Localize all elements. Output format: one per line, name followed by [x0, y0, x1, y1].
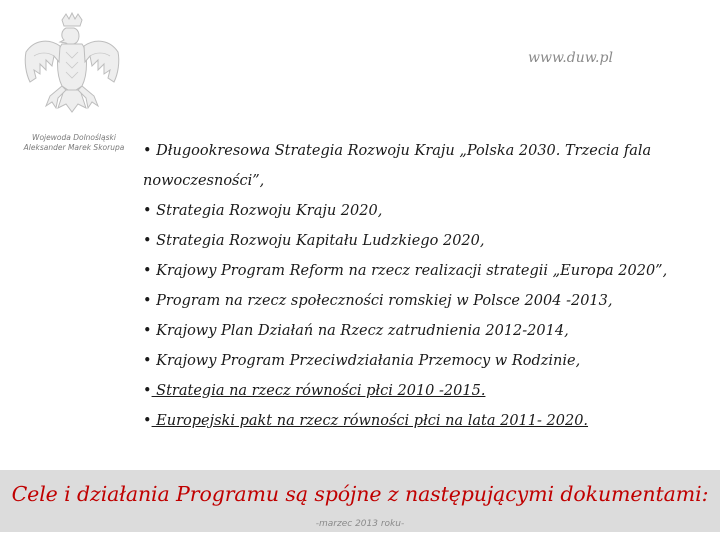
- bullet-marker: •: [143, 413, 152, 429]
- footer-date: -marzec 2013 roku-: [315, 519, 405, 529]
- white-eagle-emblem-icon: [22, 12, 122, 130]
- list-item: • Strategia Rozwoju Kraju 2020,: [143, 203, 383, 219]
- list-item: [143, 376, 718, 406]
- caption-line: Aleksander Marek Skorupa: [23, 143, 125, 152]
- slide-title: Cele i działania Programu są spójne z następującymi dokumentami:: [11, 482, 709, 506]
- list-item: • Program na rzecz społeczności romskiej w Polsce 2004 -2013,: [143, 293, 613, 309]
- document-list: [143, 136, 718, 436]
- list-item: • Krajowy Program Reform na rzecz realizacji strategii „Europa 2020”,: [143, 263, 668, 279]
- list-item: • Strategia Rozwoju Kapitału Ludzkiego 2020,: [143, 233, 485, 249]
- list-item: • Krajowy Program Przeciwdziałania Przemocy w Rodzinie,: [143, 353, 581, 369]
- emblem-caption: [18, 133, 130, 153]
- list-item-link[interactable]: Strategia na rzecz równości płci 2010 -2015.: [151, 383, 486, 399]
- list-item: • Krajowy Plan Działań na Rzecz zatrudnienia 2012-2014,: [143, 323, 569, 339]
- bullet-marker: •: [143, 383, 152, 399]
- website-url[interactable]: www.duw.pl: [528, 50, 613, 66]
- list-item: [143, 406, 718, 436]
- list-item-link[interactable]: Europejski pakt na rzecz równości płci na lata 2011- 2020.: [151, 413, 589, 429]
- caption-line: Wojewoda Dolnośląski: [32, 133, 116, 142]
- list-item: • Długookresowa Strategia Rozwoju Kraju „Polska 2030. Trzecia fala nowoczesności”,: [143, 143, 652, 189]
